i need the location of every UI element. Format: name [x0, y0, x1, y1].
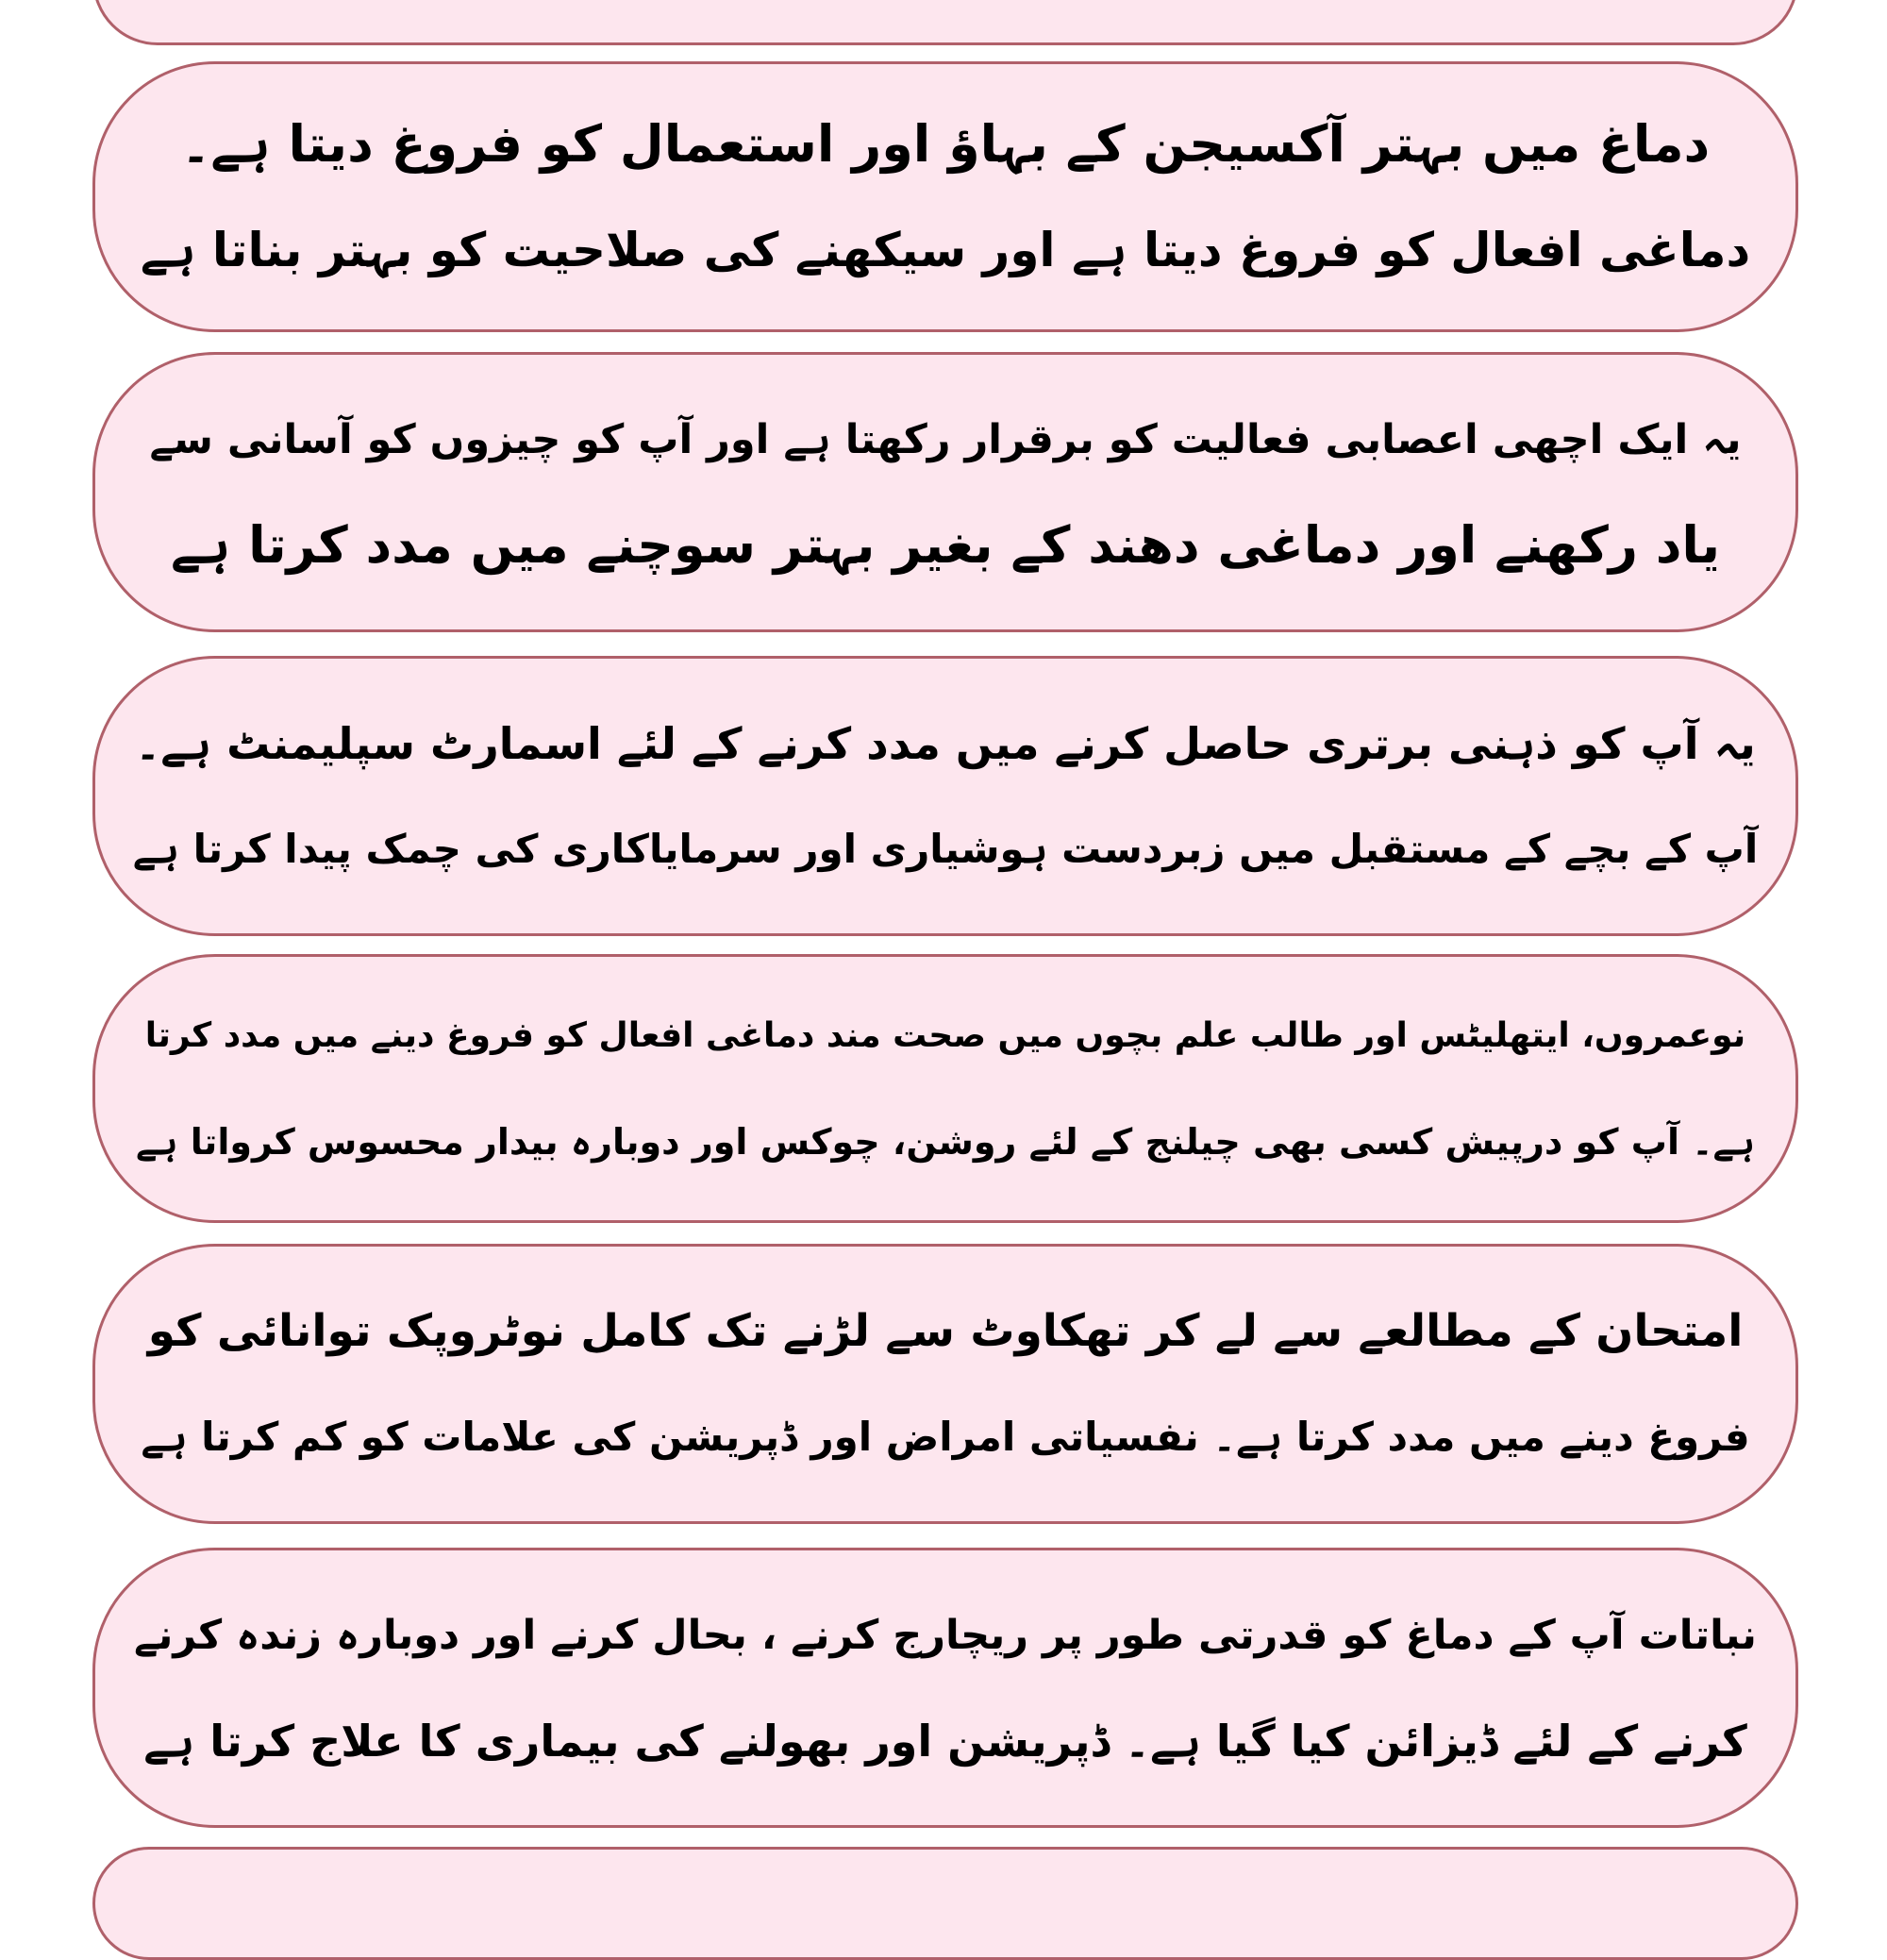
benefit-text-line: ہے۔ آپ کو درپیش کسی بھی چیلنج کے لئے روشن، چوکس اور دوبارہ بیدار محسوس کرواتا ہے [136, 1120, 1755, 1163]
benefit-text-line: یاد رکھنے اور دماغی دھند کے بغیر بہتر سوچنے میں مدد کرتا ہے [171, 514, 1720, 575]
benefit-text-line: دماغ میں بہتر آکسیجن کے بہاؤ اور استعمال کو فروغ دیتا ہے۔ [180, 113, 1711, 174]
benefit-box-oxygen [92, 61, 1798, 332]
benefit-box-teens-athletes [92, 954, 1798, 1223]
benefit-box-botanicals [92, 1548, 1798, 1828]
benefit-box-neural [92, 352, 1798, 632]
benefit-text-line: کرنے کے لئے ڈیزائن کیا گیا ہے۔ ڈپریشن اور بھولنے کی بیماری کا علاج کرتا ہے [143, 1715, 1747, 1767]
benefit-text-line: دماغی افعال کو فروغ دیتا ہے اور سیکھنے کی صلاحیت کو بہتر بناتا ہے [140, 222, 1751, 277]
benefit-box-nootropic [92, 1244, 1798, 1524]
benefit-text-line: امتحان کے مطالعے سے لے کر تھکاوٹ سے لڑنے تک کامل نوٹروپک توانائی کو [147, 1304, 1744, 1357]
benefit-text-line: آپ کے بچے کے مستقبل میں زبردست ہوشیاری اور سرمایاکاری کی چمک پیدا کرتا ہے [132, 825, 1759, 872]
cropped-bottom-box [92, 1847, 1798, 1960]
benefit-box-smart-supplement [92, 656, 1798, 936]
benefit-text-line: نباتات آپ کے دماغ کو قدرتی طور پر ریچارج کرنے ، بحال کرنے اور دوبارہ زندہ کرنے [134, 1611, 1757, 1659]
benefit-text-line: نوعمروں، ایتھلیٹس اور طالب علم بچوں میں صحت مند دماغی افعال کو فروغ دینے میں مدد کرتا [144, 1015, 1746, 1055]
cropped-top-box [92, 0, 1798, 45]
benefit-text-line: یہ ایک اچھی اعصابی فعالیت کو برقرار رکھتا ہے اور آپ کو چیزوں کو آسانی سے [149, 415, 1742, 463]
benefit-text-line: یہ آپ کو ذہنی برتری حاصل کرنے میں مدد کرنے کے لئے اسمارٹ سپلیمنٹ ہے۔ [135, 717, 1756, 769]
benefit-text-line: فروغ دینے میں مدد کرتا ہے۔ نفسیاتی امراض اور ڈپریشن کی علامات کو کم کرتا ہے [141, 1413, 1750, 1460]
